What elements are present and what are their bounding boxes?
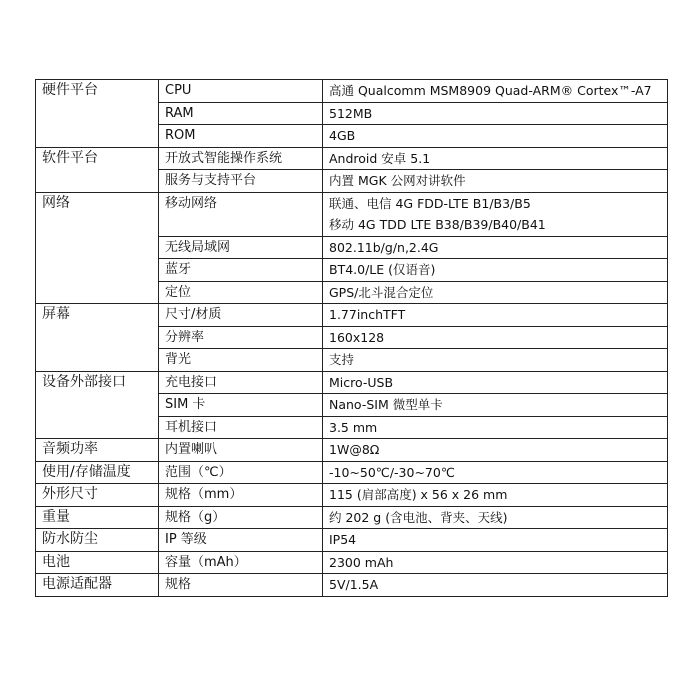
- table-row: [36, 304, 668, 327]
- value-cell: 5V/1.5A: [323, 574, 668, 597]
- item-cell: 尺寸/材质: [159, 304, 323, 327]
- item-cell: 无线局域网: [159, 236, 323, 259]
- value-cell: Android 安卓 5.1: [323, 147, 668, 170]
- category-cell: 音频功率: [36, 439, 159, 462]
- item-cell: 规格: [159, 574, 323, 597]
- table-row: [36, 192, 668, 236]
- value-line: 联通、电信 4G FDD-LTE B1/B3/B5: [329, 195, 531, 211]
- table-row: [36, 529, 668, 552]
- item-cell: ROM: [159, 125, 323, 148]
- value-cell: -10~50℃/-30~70℃: [323, 461, 668, 484]
- table-row: [36, 461, 668, 484]
- table-row: [36, 506, 668, 529]
- item-cell: 定位: [159, 281, 323, 304]
- table-row: [36, 371, 668, 394]
- category-cell: 电池: [36, 551, 159, 574]
- item-cell: 规格（g）: [159, 506, 323, 529]
- category-cell: 电源适配器: [36, 574, 159, 597]
- category-cell: 防水防尘: [36, 529, 159, 552]
- item-cell: 耳机接口: [159, 416, 323, 439]
- value-cell: 802.11b/g/n,2.4G: [323, 236, 668, 259]
- category-cell: 使用/存储温度: [36, 461, 159, 484]
- category-cell: 屏幕: [36, 304, 159, 372]
- item-cell: 内置喇叭: [159, 439, 323, 462]
- item-cell: 移动网络: [159, 192, 323, 236]
- value-cell: 512MB: [323, 102, 668, 125]
- value-cell: [323, 192, 668, 236]
- value-cell: 1W@8Ω: [323, 439, 668, 462]
- value-cell: 3.5 mm: [323, 416, 668, 439]
- item-cell: IP 等级: [159, 529, 323, 552]
- value-cell: 2300 mAh: [323, 551, 668, 574]
- category-cell: 硬件平台: [36, 80, 159, 148]
- value-cell: 4GB: [323, 125, 668, 148]
- category-cell: 软件平台: [36, 147, 159, 192]
- table-row: [36, 574, 668, 597]
- item-cell: 蓝牙: [159, 259, 323, 282]
- category-cell: 重量: [36, 506, 159, 529]
- item-cell: 规格（mm）: [159, 484, 323, 507]
- item-cell: CPU: [159, 80, 323, 103]
- value-cell: IP54: [323, 529, 668, 552]
- table-row: [36, 80, 668, 103]
- table-row: [36, 484, 668, 507]
- value-cell: 支持: [323, 349, 668, 372]
- value-cell: 1.77inchTFT: [323, 304, 668, 327]
- value-cell: 高通 Qualcomm MSM8909 Quad-ARM® Cortex™-A7: [323, 80, 668, 103]
- category-cell: 网络: [36, 192, 159, 304]
- item-cell: 范围（℃）: [159, 461, 323, 484]
- value-cell: Micro-USB: [323, 371, 668, 394]
- category-cell: 设备外部接口: [36, 371, 159, 439]
- value-cell: 内置 MGK 公网对讲软件: [323, 170, 668, 193]
- table-row: [36, 147, 668, 170]
- table-row: [36, 551, 668, 574]
- category-cell: 外形尺寸: [36, 484, 159, 507]
- item-cell: 服务与支持平台: [159, 170, 323, 193]
- item-cell: SIM 卡: [159, 394, 323, 417]
- spec-table: [35, 79, 668, 597]
- table-row: [36, 439, 668, 462]
- value-cell: Nano-SIM 微型单卡: [323, 394, 668, 417]
- value-cell: 115 (肩部高度) x 56 x 26 mm: [323, 484, 668, 507]
- value-line: 移动 4G TDD LTE B38/B39/B40/B41: [329, 217, 546, 232]
- item-cell: 分辨率: [159, 326, 323, 349]
- value-cell: 约 202 g (含电池、背夹、天线): [323, 506, 668, 529]
- item-cell: 背光: [159, 349, 323, 372]
- item-cell: RAM: [159, 102, 323, 125]
- spec-table-body: [36, 80, 668, 597]
- item-cell: 容量（mAh）: [159, 551, 323, 574]
- value-cell: GPS/北斗混合定位: [323, 281, 668, 304]
- item-cell: 开放式智能操作系统: [159, 147, 323, 170]
- item-cell: 充电接口: [159, 371, 323, 394]
- value-cell: 160x128: [323, 326, 668, 349]
- value-cell: BT4.0/LE (仅语音): [323, 259, 668, 282]
